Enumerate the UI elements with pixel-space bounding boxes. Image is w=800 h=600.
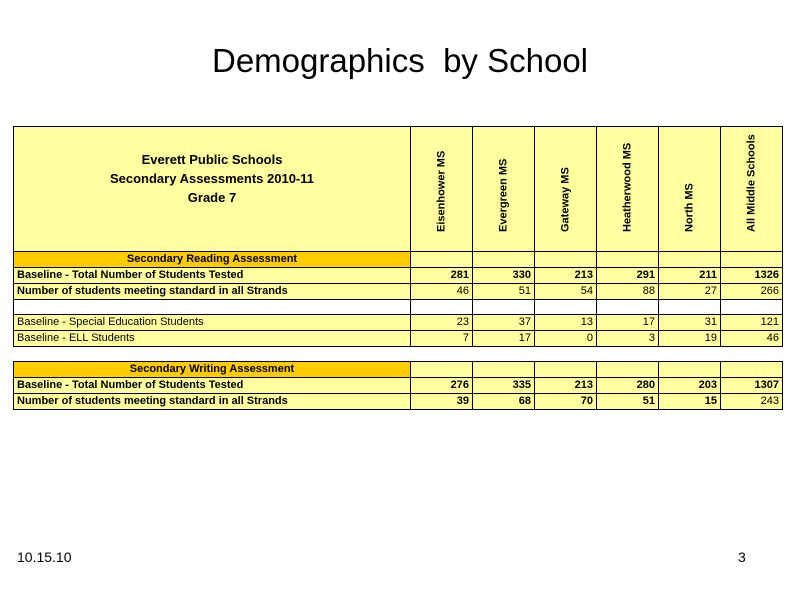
cell-value: 54 bbox=[535, 284, 597, 300]
cell-value: 291 bbox=[597, 268, 659, 284]
row-label: Number of students meeting standard in all Strands bbox=[14, 284, 411, 300]
column-header-all-middle bbox=[721, 127, 783, 252]
column-label: Heatherwood MS bbox=[621, 142, 633, 232]
cell-value: 19 bbox=[659, 331, 721, 347]
header-title-cell bbox=[14, 127, 411, 252]
row-label: Baseline - Total Number of Students Tested bbox=[14, 268, 411, 284]
cell-value: 17 bbox=[473, 331, 535, 347]
cell-value: 213 bbox=[535, 378, 597, 394]
cell-value: 330 bbox=[473, 268, 535, 284]
cell-value: 27 bbox=[659, 284, 721, 300]
column-header-evergreen bbox=[473, 127, 535, 252]
cell-value: 280 bbox=[597, 378, 659, 394]
cell-value: 51 bbox=[597, 394, 659, 410]
cell-value: 0 bbox=[535, 331, 597, 347]
table-row bbox=[14, 284, 783, 300]
cell-value: 17 bbox=[597, 315, 659, 331]
column-header-north bbox=[659, 127, 721, 252]
table-header-row bbox=[14, 127, 783, 252]
column-label: North MS bbox=[683, 183, 695, 232]
table-row bbox=[14, 394, 783, 410]
row-label: Baseline - ELL Students bbox=[14, 331, 411, 347]
header-grade: Grade 7 bbox=[187, 189, 237, 205]
cell-value: 1326 bbox=[721, 268, 783, 284]
header-district: Everett Public Schools bbox=[141, 151, 283, 167]
column-label: Evergreen MS bbox=[497, 158, 509, 232]
column-header-heatherwood bbox=[597, 127, 659, 252]
column-label: Eisenhower MS bbox=[435, 150, 447, 232]
cell-value: 1307 bbox=[721, 378, 783, 394]
cell-value: 15 bbox=[659, 394, 721, 410]
column-label: All Middle Schools bbox=[745, 134, 757, 232]
cell-value: 276 bbox=[411, 378, 473, 394]
cell-value: 23 bbox=[411, 315, 473, 331]
cell-value: 31 bbox=[659, 315, 721, 331]
demographics-table bbox=[13, 126, 783, 410]
cell-value: 7 bbox=[411, 331, 473, 347]
cell-value: 46 bbox=[721, 331, 783, 347]
cell-value: 51 bbox=[473, 284, 535, 300]
row-label: Number of students meeting standard in all Strands bbox=[14, 394, 411, 410]
table-row bbox=[14, 268, 783, 284]
section-gap bbox=[14, 347, 783, 362]
cell-value: 37 bbox=[473, 315, 535, 331]
cell-value: 46 bbox=[411, 284, 473, 300]
column-label: Gateway MS bbox=[559, 167, 571, 232]
column-header-gateway bbox=[535, 127, 597, 252]
cell-value: 266 bbox=[721, 284, 783, 300]
table-row bbox=[14, 331, 783, 347]
cell-value: 13 bbox=[535, 315, 597, 331]
cell-value: 121 bbox=[721, 315, 783, 331]
cell-value: 88 bbox=[597, 284, 659, 300]
cell-value: 281 bbox=[411, 268, 473, 284]
reading-section-label: Secondary Reading Assessment bbox=[14, 252, 411, 268]
cell-value: 243 bbox=[721, 394, 783, 410]
column-header-eisenhower bbox=[411, 127, 473, 252]
cell-value: 68 bbox=[473, 394, 535, 410]
cell-value: 335 bbox=[473, 378, 535, 394]
row-label: Baseline - Total Number of Students Tested bbox=[14, 378, 411, 394]
cell-value: 211 bbox=[659, 268, 721, 284]
slide-page-number: 3 bbox=[738, 549, 746, 565]
cell-value: 39 bbox=[411, 394, 473, 410]
spacer-row bbox=[14, 300, 783, 315]
cell-value: 3 bbox=[597, 331, 659, 347]
header-assessment-year: Secondary Assessments 2010-11 bbox=[109, 170, 315, 186]
cell-value: 70 bbox=[535, 394, 597, 410]
cell-value: 213 bbox=[535, 268, 597, 284]
slide-date: 10.15.10 bbox=[17, 549, 72, 565]
writing-section-label: Secondary Writing Assessment bbox=[14, 362, 411, 378]
row-label: Baseline - Special Education Students bbox=[14, 315, 411, 331]
table-row bbox=[14, 378, 783, 394]
reading-section-row bbox=[14, 252, 783, 268]
slide-title: Demographics by School bbox=[211, 42, 589, 79]
table-row bbox=[14, 315, 783, 331]
cell-value: 203 bbox=[659, 378, 721, 394]
writing-section-row bbox=[14, 362, 783, 378]
